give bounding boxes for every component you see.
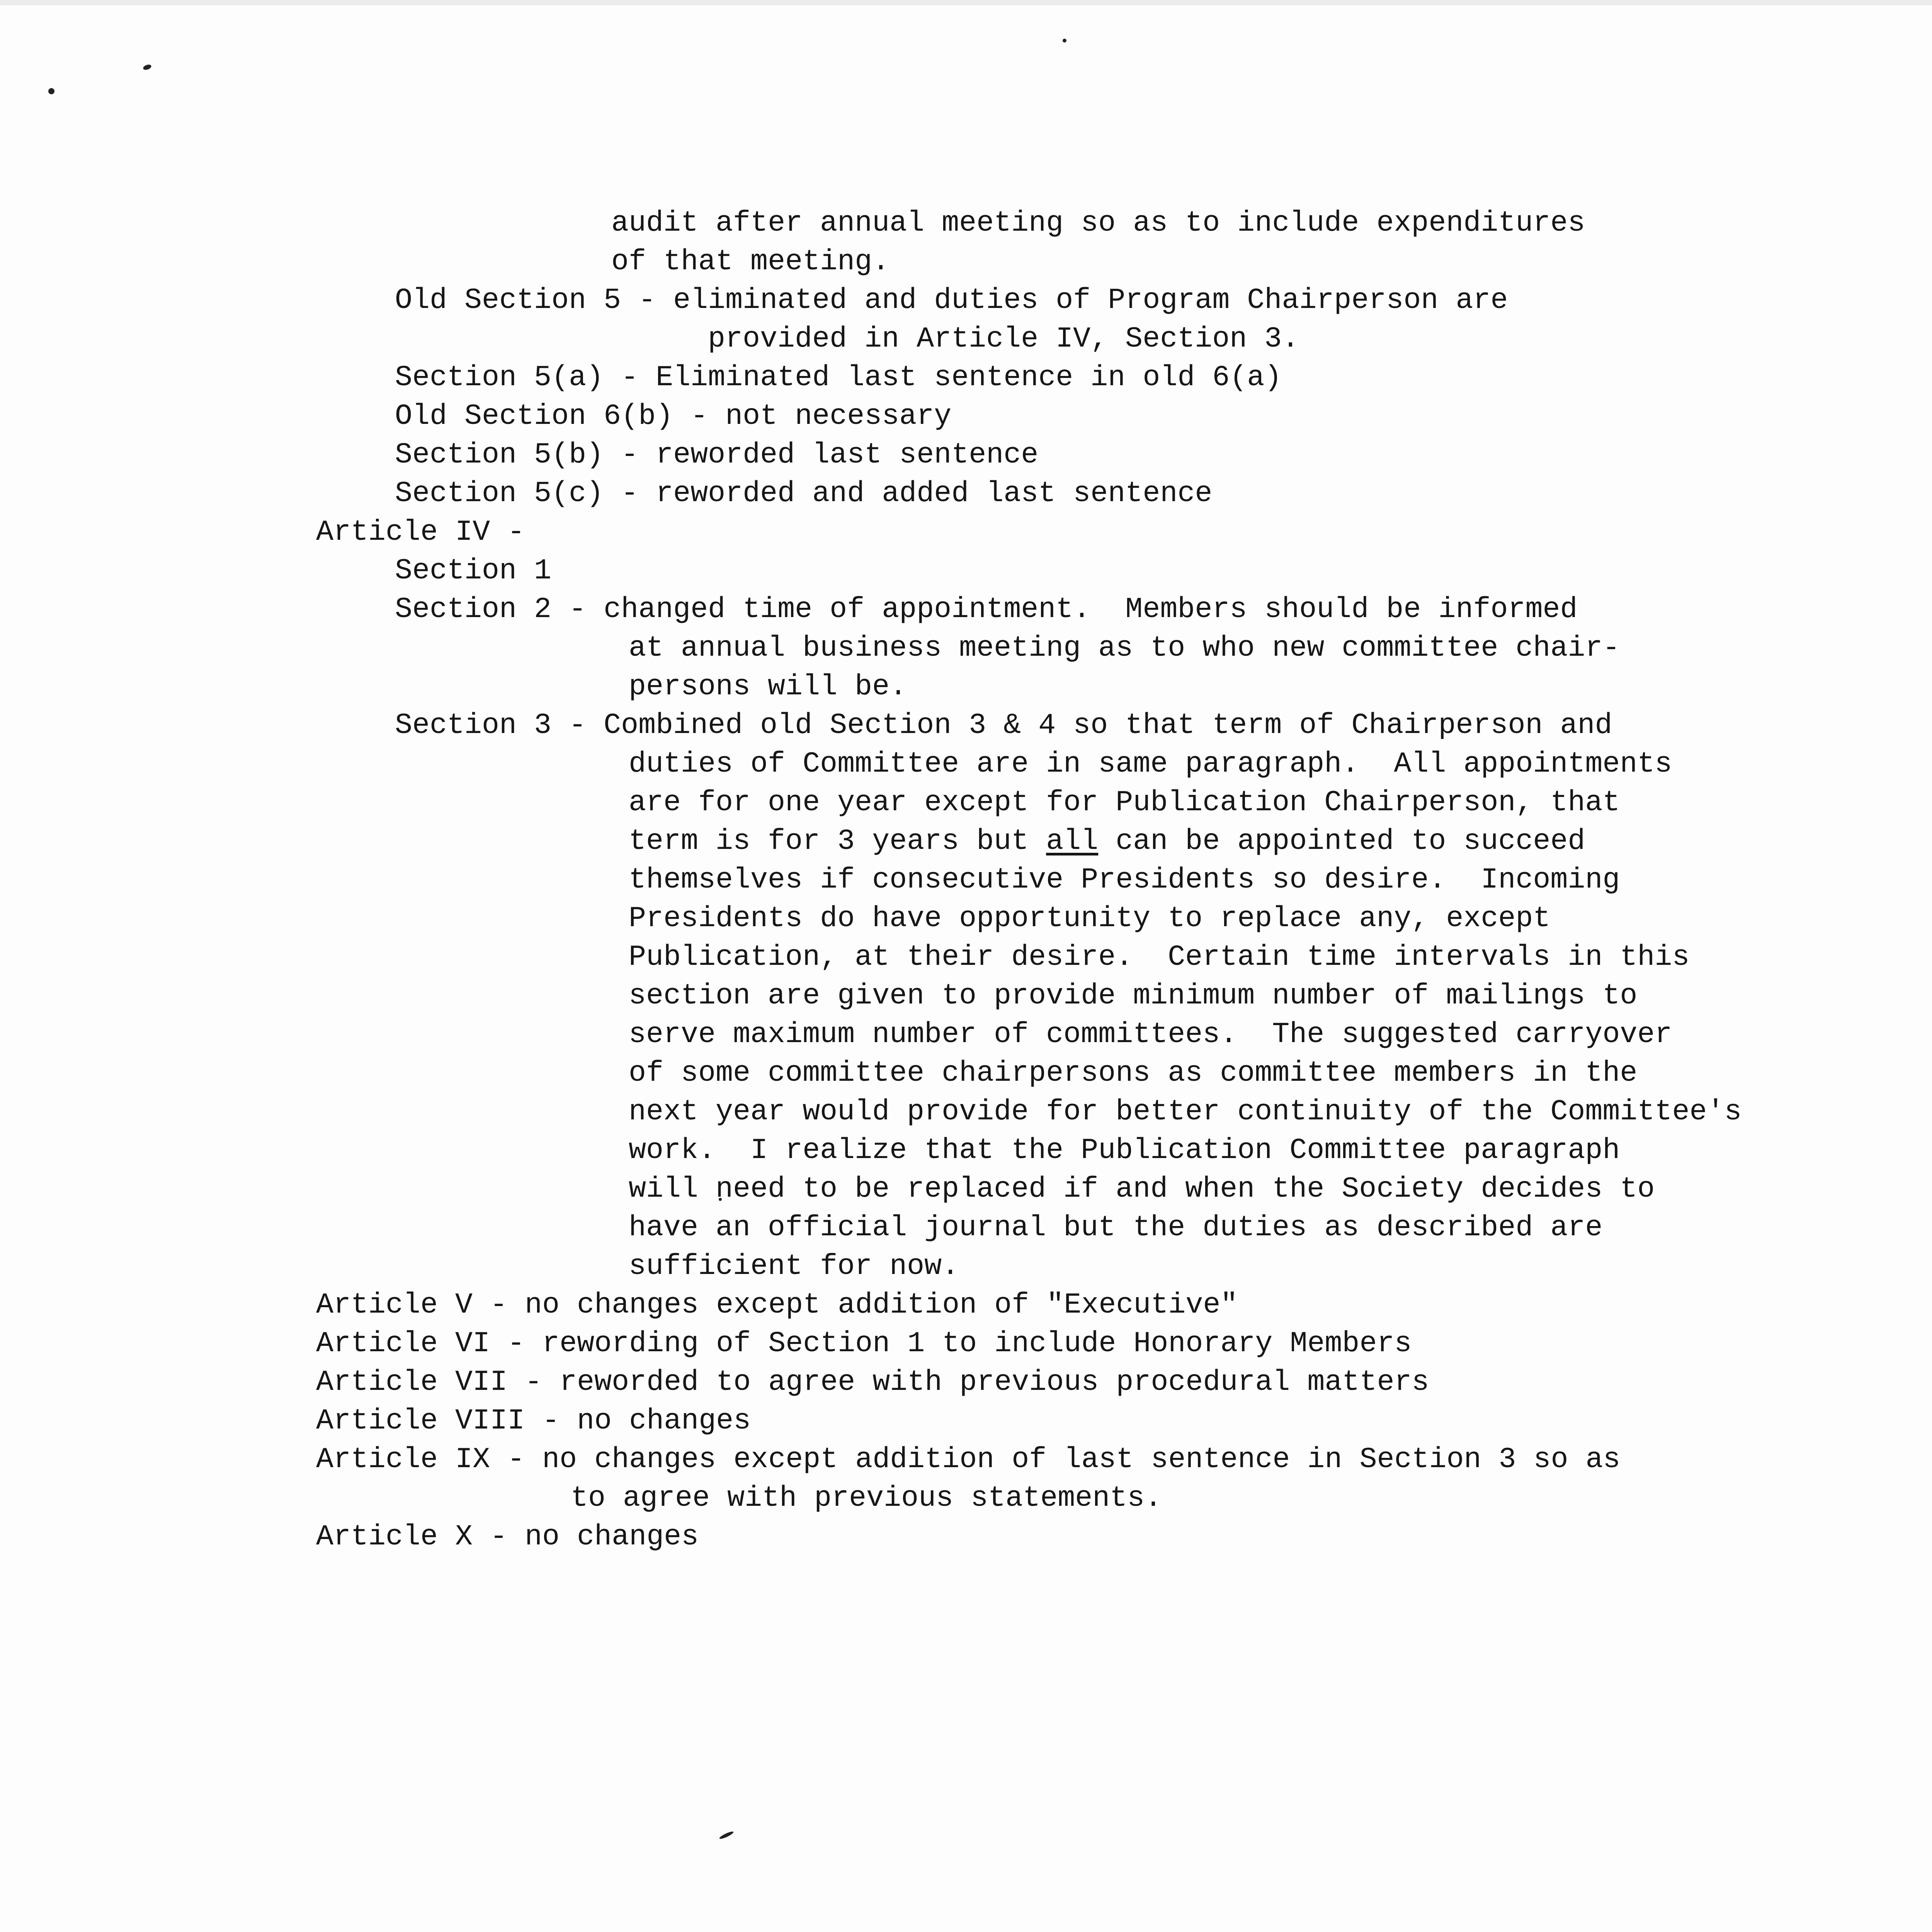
text-line: will need to be replaced if and when the Society decides to — [629, 1173, 1655, 1206]
underlined-word: all — [1046, 825, 1099, 858]
text-line: to agree with previous statements. — [571, 1482, 1162, 1515]
text-line: of some committee chairpersons as committee members in the — [629, 1057, 1638, 1090]
text-line: Section 5(c) - reworded and added last sentence — [395, 477, 1213, 510]
text-line: work. I realize that the Publication Committee paragraph — [629, 1134, 1620, 1167]
scan-speck — [48, 88, 54, 94]
text-line: at annual business meeting as to who new committee chair- — [629, 632, 1620, 665]
text-line: Presidents do have opportunity to replace any, except — [629, 902, 1551, 935]
article-heading: Article V - no changes except addition of "Executive" — [316, 1289, 1238, 1321]
text-line: Publication, at their desire. Certain time intervals in this — [629, 941, 1690, 974]
text-segment: can be appointed to succeed — [1098, 825, 1585, 858]
scan-speck — [143, 64, 152, 71]
scan-edge-top — [0, 0, 1932, 5]
text-line: audit after annual meeting so as to include expenditures — [611, 207, 1585, 240]
text-line: Section 3 - Combined old Section 3 & 4 so that term of Chairperson and — [395, 709, 1612, 742]
article-heading: Article IV - — [316, 516, 525, 549]
text-line: serve maximum number of committees. The suggested carryover — [629, 1018, 1672, 1051]
article-heading: Article IX - no changes except addition of last sentence in Section 3 so as — [316, 1443, 1621, 1476]
scan-speck — [1063, 39, 1066, 43]
text-line: are for one year except for Publication Chairperson, that — [629, 786, 1620, 819]
text-line: have an official journal but the duties as described are — [629, 1211, 1603, 1244]
article-heading: Article VIII - no changes — [316, 1405, 751, 1437]
article-heading: Article X - no changes — [316, 1520, 699, 1553]
text-line: Section 5(a) - Eliminated last sentence in old 6(a) — [395, 361, 1282, 394]
text-line: Section 5(b) - reworded last sentence — [395, 439, 1039, 471]
article-heading: Article VI - rewording of Section 1 to include Honorary Members — [316, 1327, 1412, 1360]
text-segment: term is for 3 years but — [629, 825, 1046, 858]
text-line: next year would provide for better continuity of the Committee's — [629, 1095, 1742, 1128]
text-line: section are given to provide minimum number of mailings to — [629, 980, 1638, 1012]
text-line: Section 1 — [395, 554, 552, 587]
text-line: sufficient for now. — [629, 1250, 959, 1283]
text-line: duties of Committee are in same paragraph. All appointments — [629, 748, 1672, 781]
text-line — [629, 822, 1585, 861]
text-line: of that meeting. — [611, 245, 890, 278]
text-line: Old Section 6(b) - not necessary — [395, 400, 952, 433]
text-line: Old Section 5 - eliminated and duties of Program Chairperson are — [395, 284, 1508, 317]
text-line: provided in Article IV, Section 3. — [708, 323, 1299, 355]
text-line: Section 2 - changed time of appointment. Members should be informed — [395, 593, 1578, 626]
article-heading: Article VII - reworded to agree with previous procedural matters — [316, 1366, 1429, 1399]
scan-speck — [719, 1830, 734, 1840]
text-line: persons will be. — [629, 670, 907, 703]
text-line: themselves if consecutive Presidents so desire. Incoming — [629, 864, 1620, 896]
